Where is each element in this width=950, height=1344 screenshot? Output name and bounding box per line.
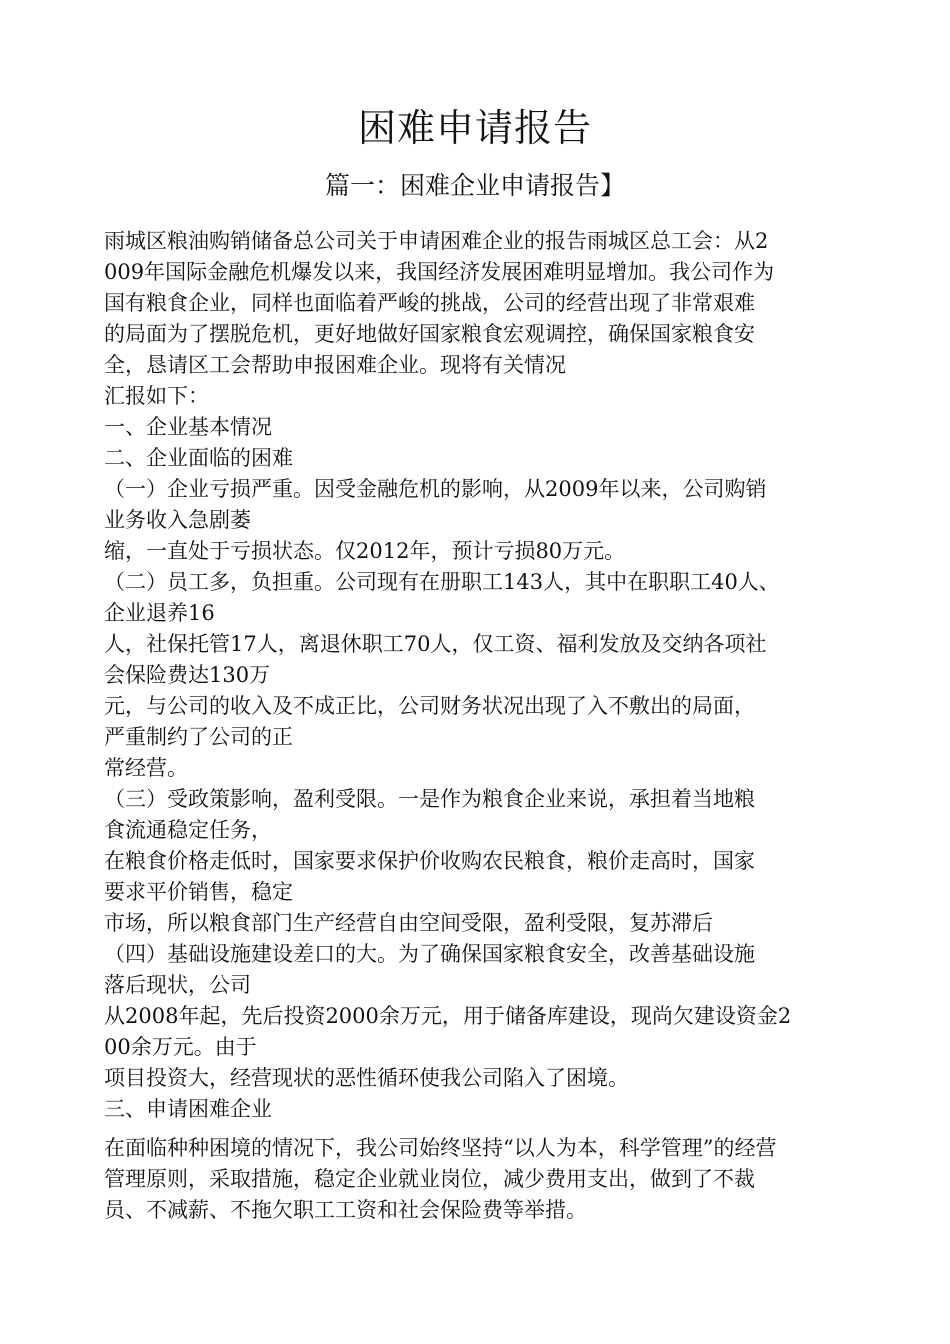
body-line: 常经营。 <box>104 756 188 780</box>
body-line: 业务收入急剧萎 <box>104 508 251 532</box>
body-line: 人，社保托管17人，离退休职工70人，仅工资、福利发放及交纳各项社 <box>104 632 767 656</box>
body-line: 要求平价销售，稳定 <box>104 880 293 904</box>
body-line: 员、不减薪、不拖欠职工工资和社会保险费等举措。 <box>104 1198 587 1222</box>
body-line: 会保险费达130万 <box>104 663 271 687</box>
body-line: 缩，一直处于亏损状态。仅2012年，预计亏损80万元。 <box>104 539 626 563</box>
body-line: 市场，所以粮食部门生产经营自由空间受限，盈利受限，复苏滞后 <box>104 911 713 935</box>
document-body <box>104 226 849 1226</box>
body-line: 全，恳请区工会帮助申报困难企业。现将有关情况 <box>104 353 566 377</box>
body-line: 国有粮食企业，同样也面临着严峻的挑战，公司的经营出现了非常艰难 <box>104 291 755 315</box>
body-line: 从2008年起，先后投资2000余万元，用于储备库建设，现尚欠建设资金2 <box>104 1004 792 1028</box>
body-line: 雨城区粮油购销储备总公司关于申请困难企业的报告雨城区总工会：从2 <box>104 229 769 253</box>
body-line: 项目投资大，经营现状的恶性循环使我公司陷入了困境。 <box>104 1066 629 1090</box>
body-line: （三）受政策影响，盈利受限。一是作为粮食企业来说，承担着当地粮 <box>104 787 755 811</box>
section-heading: 一、企业基本情况 <box>104 415 272 439</box>
body-line: 在粮食价格走低时，国家要求保护价收购农民粮食，粮价走高时，国家 <box>104 849 755 873</box>
document-title: 困难申请报告 <box>357 106 592 150</box>
body-line: 元，与公司的收入及不成正比，公司财务状况出现了入不敷出的局面， <box>104 694 755 718</box>
body-line: （一）企业亏损严重。因受金融危机的影响，从2009年以来，公司购销 <box>104 477 767 501</box>
body-line: 管理原则，采取措施，稳定企业就业岗位，减少费用支出，做到了不裁 <box>104 1167 755 1191</box>
body-line: 的局面为了摆脱危机，更好地做好国家粮食宏观调控，确保国家粮食安 <box>104 322 755 346</box>
document-subtitle: 篇一：困难企业申请报告】 <box>324 171 625 200</box>
section-heading: 二、企业面临的困难 <box>104 446 293 470</box>
body-line: 009年国际金融危机爆发以来，我国经济发展困难明显增加。我公司作为 <box>104 260 775 284</box>
body-line: 在面临种种困境的情况下，我公司始终坚持“以人为本，科学管理”的经营 <box>104 1136 777 1160</box>
body-line: 00余万元。由于 <box>104 1035 257 1059</box>
body-line: 落后现状，公司 <box>104 973 251 997</box>
body-line: （四）基础设施建设差口的大。为了确保国家粮食安全，改善基础设施 <box>104 942 755 966</box>
body-line: （二）员工多，负担重。公司现有在册职工143人，其中在职职工40人、 <box>104 570 780 594</box>
body-line: 食流通稳定任务， <box>104 818 272 842</box>
body-line: 汇报如下： <box>104 384 209 408</box>
body-line: 企业退养16 <box>104 601 215 625</box>
body-line: 严重制约了公司的正 <box>104 725 293 749</box>
section-heading: 三、申请困难企业 <box>104 1097 272 1121</box>
